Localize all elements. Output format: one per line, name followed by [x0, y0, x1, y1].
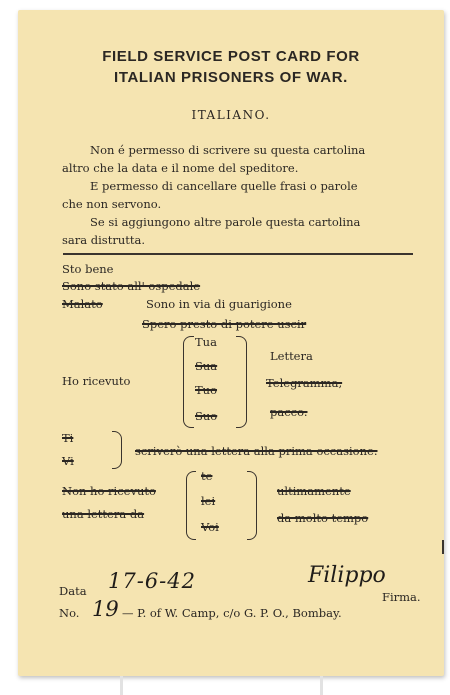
possessive-sua: Sua: [195, 359, 218, 373]
option-sto-bene: Sto bene: [62, 262, 114, 276]
label-firma: Firma.: [382, 590, 421, 604]
language-heading: ITALIANO.: [191, 108, 271, 122]
camp-address: — P. of W. Camp, c/o G. P. O., Bombay.: [122, 606, 342, 620]
possessive-tuo: Tuo: [195, 383, 218, 397]
option-molto-tempo: da molto tempo: [277, 511, 369, 525]
option-ospedale: Sono stato all' ospedale: [62, 279, 201, 293]
option-non-ricevuto: Non ho ricevuto: [62, 484, 156, 498]
instruction-line: sara distrutta.: [62, 233, 145, 247]
option-ti: Ti: [62, 431, 74, 445]
card-title-line2: ITALIAN PRISONERS OF WAR.: [114, 69, 348, 86]
possessive-tua: Tua: [195, 335, 217, 349]
option-scrivero: scriverò una lettera alla prima occasione.: [135, 444, 378, 458]
instruction-line: Non é permesso di scrivere su questa cartolina: [90, 143, 366, 157]
item-telegramma: Telegramma,: [266, 376, 343, 390]
stand-leg: [120, 676, 123, 695]
edge-mark: [442, 540, 444, 554]
postcard: [18, 10, 444, 676]
pronoun-voi: Voi: [201, 520, 219, 534]
card-title-line1: FIELD SERVICE POST CARD FOR: [102, 48, 360, 65]
left-brace: [183, 336, 194, 428]
instruction-line: Se si aggiungono altre parole questa cartolina: [90, 215, 361, 229]
option-vi: Vi: [62, 454, 74, 468]
instruction-line: che non servono.: [62, 197, 162, 211]
divider-rule: [63, 253, 413, 255]
option-guarigione: Sono in via di guarigione: [146, 297, 292, 311]
pronoun-right-brace: [247, 471, 257, 540]
pronoun-te: te: [201, 469, 213, 483]
option-una-lettera: una lettera da: [62, 507, 145, 521]
pronoun-left-brace: [186, 471, 196, 540]
option-ultimamente: ultimamente: [277, 484, 351, 498]
option-malato: Malato: [62, 297, 103, 311]
possessive-suo: Suo: [195, 409, 218, 423]
handwritten-signature: Filippo: [308, 563, 386, 588]
handwritten-number: 19: [92, 597, 119, 621]
handwritten-date: 17-6-42: [108, 569, 196, 593]
right-brace: [236, 336, 247, 428]
label-data: Data: [59, 584, 87, 598]
item-lettera: Lettera: [270, 349, 313, 363]
option-spero: Spero presto di potere uscir: [142, 317, 307, 331]
label-no: No.: [59, 606, 80, 620]
label-ho-ricevuto: Ho ricevuto: [62, 374, 131, 388]
instruction-line: E permesso di cancellare quelle frasi o parole: [90, 179, 358, 193]
pronoun-lei: lei: [201, 494, 216, 508]
ti-vi-brace: [112, 431, 122, 469]
instruction-line: altro che la data e il nome del speditore.: [62, 161, 299, 175]
stand-leg: [320, 676, 323, 695]
item-pacco: pacco.: [270, 405, 308, 419]
